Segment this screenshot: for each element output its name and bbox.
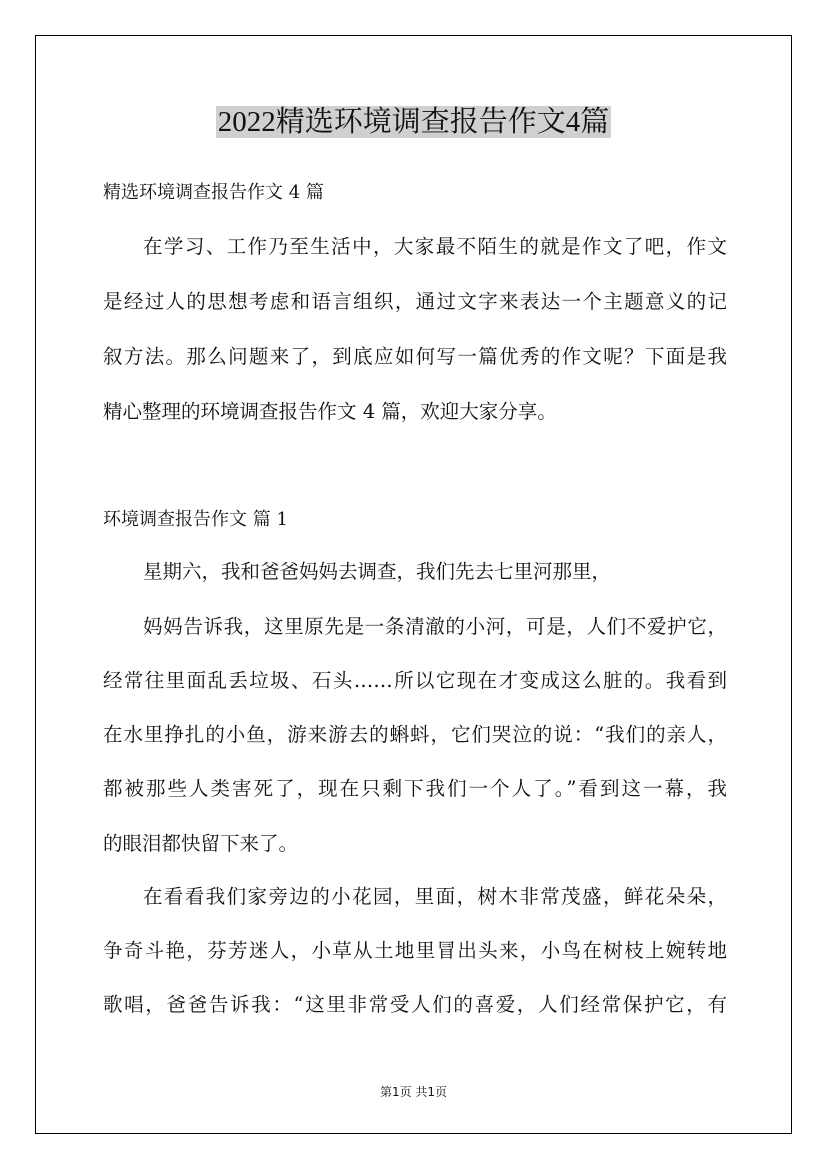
document-title (0, 97, 827, 147)
body-line-4: 在水里挣扎的小鱼，游来游去的蝌蚪，它们哭泣的说：“我们的亲人， (103, 723, 727, 746)
body-line-9: 歌唱，爸爸告诉我：“这里非常受人们的喜爱，人们经常保护它，有 (103, 993, 727, 1016)
intro-line-3: 叙方法。那么问题来了，到底应如何写一篇优秀的作文呢？下面是我 (103, 345, 727, 368)
intro-line-4: 精心整理的环境调查报告作文 4 篇，欢迎大家分享。 (103, 400, 557, 423)
body-line-6: 的眼泪都快留下来了。 (103, 832, 299, 855)
body-line-2: 妈妈告诉我，这里原先是一条清澈的小河，可是，人们不爱护它， (143, 615, 727, 638)
body-line-7: 在看看我们家旁边的小花园，里面，树木非常茂盛，鲜花朵朵， (143, 885, 727, 908)
page-footer: 第1页 共1页 (379, 1085, 448, 1099)
document-subtitle: 精选环境调查报告作文 4 篇 (103, 182, 324, 203)
body-line-5: 都被那些人类害死了，现在只剩下我们一个人了。”看到这一幕，我 (103, 777, 727, 800)
intro-line-1: 在学习、工作乃至生活中，大家最不陌生的就是作文了吧，作文 (143, 235, 727, 258)
intro-line-2: 是经过人的思想考虑和语言组织，通过文字来表达一个主题意义的记 (103, 290, 727, 313)
body-line-8: 争奇斗艳，芬芳迷人，小草从土地里冒出头来，小鸟在树枝上婉转地 (103, 939, 727, 962)
body-line-1: 星期六，我和爸爸妈妈去调查，我们先去七里河那里， (143, 560, 612, 583)
section-heading: 环境调查报告作文 篇 1 (103, 509, 288, 530)
body-line-3: 经常往里面乱丢垃圾、石头……所以它现在才变成这么脏的。我看到 (103, 669, 727, 692)
document-title-text: 2022精选环境调查报告作文4篇 (217, 106, 610, 138)
